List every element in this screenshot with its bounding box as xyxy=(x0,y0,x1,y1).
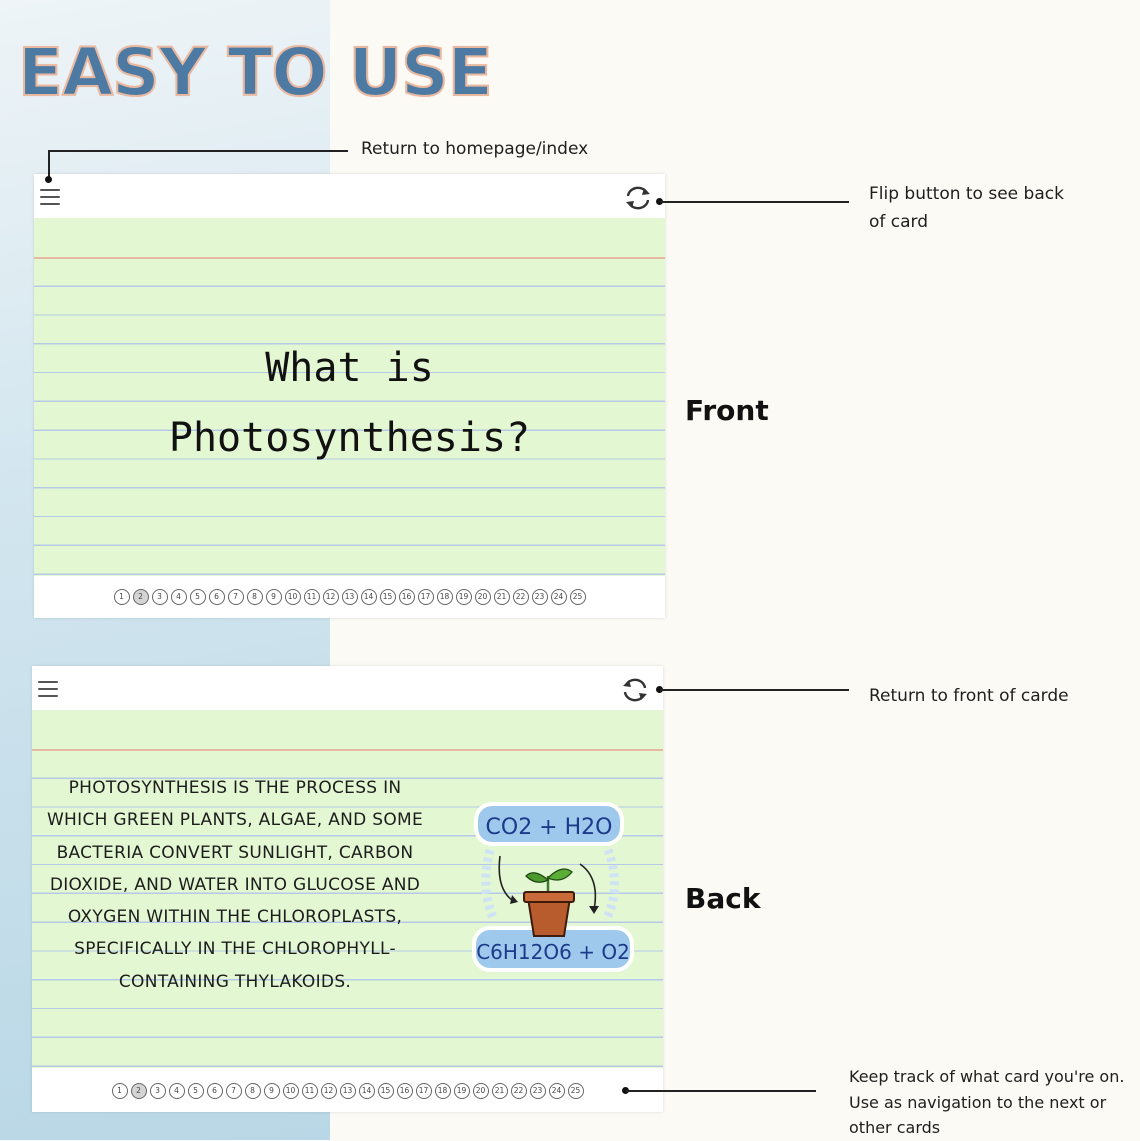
nav-dot-11[interactable]: 11 xyxy=(304,589,320,605)
nav-dot-25[interactable]: 25 xyxy=(568,1083,584,1099)
nav-dot-1[interactable]: 1 xyxy=(112,1083,128,1099)
nav-dot-9[interactable]: 9 xyxy=(266,589,282,605)
nav-dot-9[interactable]: 9 xyxy=(264,1083,280,1099)
nav-dot-2[interactable]: 2 xyxy=(131,1083,147,1099)
back-card xyxy=(32,666,663,1112)
nav-dot-24[interactable]: 24 xyxy=(551,589,567,605)
nav-dot-18[interactable]: 18 xyxy=(437,589,453,605)
annotation-line xyxy=(660,689,849,691)
nav-dot-3[interactable]: 3 xyxy=(150,1083,166,1099)
hamburger-menu-icon[interactable] xyxy=(38,680,58,698)
question-line-2: Photosynthesis? xyxy=(168,415,531,461)
back-label: Back xyxy=(685,882,761,915)
card-question xyxy=(34,333,665,473)
nav-dot-10[interactable]: 10 xyxy=(283,1083,299,1099)
nav-dot-17[interactable]: 17 xyxy=(416,1083,432,1099)
annotation-line xyxy=(48,150,348,152)
nav-dot-4[interactable]: 4 xyxy=(171,589,187,605)
nav-dot-22[interactable]: 22 xyxy=(511,1083,527,1099)
equation-bottom: C6H12O6 + O2 xyxy=(476,940,630,964)
margin-line xyxy=(32,749,663,751)
nav-dot-3[interactable]: 3 xyxy=(152,589,168,605)
nav-dot-23[interactable]: 23 xyxy=(532,589,548,605)
nav-dot-19[interactable]: 19 xyxy=(454,1083,470,1099)
nav-dot-13[interactable]: 13 xyxy=(340,1083,356,1099)
nav-dot-20[interactable]: 20 xyxy=(475,589,491,605)
nav-dot-21[interactable]: 21 xyxy=(492,1083,508,1099)
margin-line xyxy=(34,257,665,259)
nav-dot-12[interactable]: 12 xyxy=(323,589,339,605)
card-paper xyxy=(34,218,665,576)
nav-dot-23[interactable]: 23 xyxy=(530,1083,546,1099)
nav-dot-16[interactable]: 16 xyxy=(397,1083,413,1099)
nav-dot-2[interactable]: 2 xyxy=(133,589,149,605)
nav-dot-7[interactable]: 7 xyxy=(228,589,244,605)
nav-dot-8[interactable]: 8 xyxy=(247,589,263,605)
nav-dot-7[interactable]: 7 xyxy=(226,1083,242,1099)
annotation-line xyxy=(48,150,50,178)
nav-dot-13[interactable]: 13 xyxy=(342,589,358,605)
nav-dot-24[interactable]: 24 xyxy=(549,1083,565,1099)
flip-arrows-icon[interactable] xyxy=(621,676,651,704)
card-navigation xyxy=(32,1070,663,1112)
equation-top: CO2 + H2O xyxy=(485,815,613,840)
annotation-return-front: Return to front of carde xyxy=(869,686,1069,706)
hamburger-menu-icon[interactable] xyxy=(40,188,60,206)
nav-dot-1[interactable]: 1 xyxy=(114,589,130,605)
card-answer: PHOTOSYNTHESIS IS THE PROCESS IN WHICH GREEN PLANTS, ALGAE, AND SOME BACTERIA CONVERT SUNLIGHT, CARBON DIOXIDE, AND WATER INTO GLUCOSE AND OXYGEN WITHIN THE CHLOROPLASTS, SPECIFICALLY IN THE CHLOROPHYLL-CONTAINING THYLAKOIDS. xyxy=(46,778,424,992)
nav-dot-11[interactable]: 11 xyxy=(302,1083,318,1099)
headline: EASY TO USE xyxy=(18,34,492,111)
nav-dot-15[interactable]: 15 xyxy=(378,1083,394,1099)
card-toolbar xyxy=(32,666,663,710)
annotation-navigation: Keep track of what card you're on. Use as navigation to the next or other cards xyxy=(849,1067,1125,1137)
nav-dot-19[interactable]: 19 xyxy=(456,589,472,605)
nav-dot-18[interactable]: 18 xyxy=(435,1083,451,1099)
annotation-line xyxy=(660,201,849,203)
nav-dot-12[interactable]: 12 xyxy=(321,1083,337,1099)
nav-dot-14[interactable]: 14 xyxy=(359,1083,375,1099)
flip-arrows-icon[interactable] xyxy=(623,184,653,212)
photosynthesis-illustration xyxy=(472,798,634,976)
nav-dot-14[interactable]: 14 xyxy=(361,589,377,605)
question-line-1: What is xyxy=(265,345,434,391)
card-paper xyxy=(32,710,663,1068)
nav-dot-6[interactable]: 6 xyxy=(209,589,225,605)
nav-dot-10[interactable]: 10 xyxy=(285,589,301,605)
nav-dot-8[interactable]: 8 xyxy=(245,1083,261,1099)
nav-dot-4[interactable]: 4 xyxy=(169,1083,185,1099)
nav-dot-6[interactable]: 6 xyxy=(207,1083,223,1099)
nav-dot-20[interactable]: 20 xyxy=(473,1083,489,1099)
card-navigation xyxy=(34,576,665,618)
nav-dot-16[interactable]: 16 xyxy=(399,589,415,605)
nav-dot-21[interactable]: 21 xyxy=(494,589,510,605)
nav-dot-17[interactable]: 17 xyxy=(418,589,434,605)
front-card xyxy=(34,174,665,618)
nav-dot-22[interactable]: 22 xyxy=(513,589,529,605)
annotation-dot xyxy=(45,176,52,183)
card-toolbar xyxy=(34,174,665,218)
nav-dot-5[interactable]: 5 xyxy=(188,1083,204,1099)
nav-dot-25[interactable]: 25 xyxy=(570,589,586,605)
front-label: Front xyxy=(685,394,769,427)
nav-dot-5[interactable]: 5 xyxy=(190,589,206,605)
nav-dot-15[interactable]: 15 xyxy=(380,589,396,605)
annotation-flip: Flip button to see back of card xyxy=(869,184,1064,232)
annotation-homepage: Return to homepage/index xyxy=(361,139,589,159)
annotation-line xyxy=(626,1090,816,1092)
